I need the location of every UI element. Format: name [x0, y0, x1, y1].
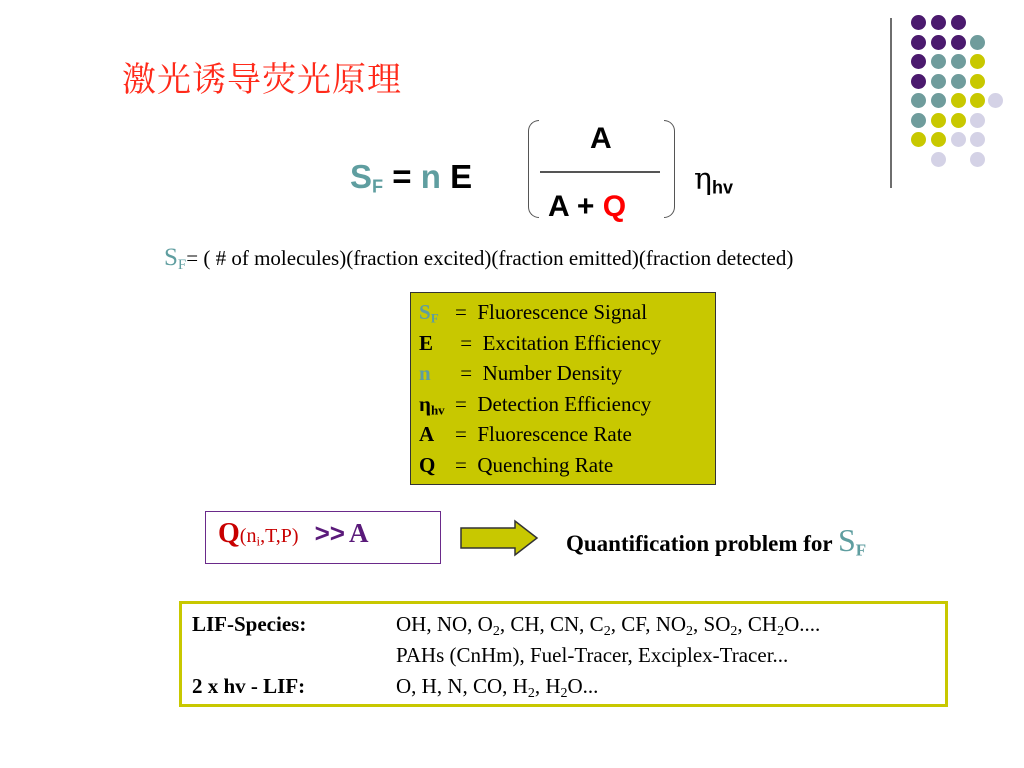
divider-line [890, 18, 892, 188]
lif-text-part: O, H, N, CO, H [396, 674, 528, 698]
page-title: 激光诱导荧光原理 [122, 60, 402, 100]
legend-symbol: n [419, 361, 431, 385]
lif-species-box [179, 601, 948, 707]
decorative-dot [951, 54, 966, 69]
legend-symbol: ηhv [419, 391, 445, 417]
lif-text-part: , CH [737, 612, 778, 636]
legend-row [419, 389, 707, 420]
decorative-dot [988, 93, 1003, 108]
decorative-dot [951, 132, 966, 147]
decorative-dot [970, 152, 985, 167]
lif-text-part: , CH, CN, C [499, 612, 604, 636]
lif-text-part: , CF, NO [610, 612, 687, 636]
decorative-dot [911, 132, 926, 147]
q-args-close: ,T,P) [260, 525, 299, 547]
legend-text: = Fluorescence Rate [455, 422, 632, 446]
q-args-open: (n [239, 525, 257, 547]
decorative-dot [931, 113, 946, 128]
decorative-dot [911, 35, 926, 50]
decorative-dot [931, 35, 946, 50]
a-symbol: A [348, 518, 369, 548]
quantification-s: S [837, 522, 856, 558]
legend-row [419, 450, 707, 481]
legend-symbol: A [419, 422, 435, 446]
lif-text-part: , H [534, 674, 561, 698]
legend-symbol: Q [419, 452, 436, 477]
sf-def-text: = ( # of molecules)(fraction excited)(fraction emitted)(fraction detected) [186, 246, 794, 270]
eta-sub: hv [711, 177, 733, 198]
legend-text: = Excitation Efficiency [455, 330, 662, 355]
decorative-dot [911, 15, 926, 30]
legend-text: = Detection Efficiency [455, 391, 652, 416]
legend-symbol-sub: F [430, 310, 439, 326]
lif-subscript: 2 [686, 624, 694, 640]
legend-text: = Quenching Rate [455, 452, 614, 477]
q-symbol: Q [218, 518, 240, 549]
lif-subscript: 2 [527, 686, 535, 702]
lif-text-part: O.... [784, 612, 821, 636]
decorative-dot [931, 152, 946, 167]
sf-def-s: S [164, 244, 178, 271]
equation-equals: = [392, 158, 412, 195]
equation-n: n [420, 158, 441, 195]
right-arrow-icon [459, 519, 539, 557]
equation-denominator [548, 190, 626, 224]
denominator-a: A [548, 190, 569, 223]
right-bracket [664, 120, 675, 218]
legend-text: = Fluorescence Signal [455, 300, 648, 324]
equation-s-sub: F [372, 176, 384, 197]
decorative-dot [911, 74, 926, 89]
decorative-dot [951, 74, 966, 89]
decorative-dot [951, 15, 966, 30]
decorative-dot [911, 93, 926, 108]
much-greater-symbol: >> [314, 518, 345, 548]
quantification-note [566, 522, 866, 560]
legend-row [419, 419, 707, 450]
two-photon-lif-label: 2 x hv - LIF: [192, 674, 306, 698]
equation-e: E [450, 158, 473, 195]
legend-symbol: SF [419, 300, 439, 326]
decorative-dot [931, 132, 946, 147]
legend-row [419, 328, 707, 359]
denominator-q: Q [602, 190, 627, 223]
eta-symbol: η [694, 162, 712, 197]
decorative-dot [931, 93, 946, 108]
fraction-bar [540, 171, 660, 173]
denominator-plus: + [576, 190, 595, 223]
legend-text: = Number Density [455, 361, 622, 385]
decorative-dot [911, 54, 926, 69]
lif-text-part: , SO [693, 612, 731, 636]
decorative-dot [970, 113, 985, 128]
lif-subscript: 2 [603, 624, 611, 640]
decorative-dot [951, 35, 966, 50]
decorative-dot [951, 113, 966, 128]
quantification-text: Quantification problem for [566, 531, 838, 556]
legend-row [419, 358, 707, 389]
decorative-dot [931, 15, 946, 30]
lif-subscript: 2 [777, 624, 785, 640]
lif-text-part: OH, NO, O [396, 612, 493, 636]
decorative-dot [931, 54, 946, 69]
decorative-dot [911, 113, 926, 128]
equation-eta [694, 162, 733, 199]
lif-subscript: 2 [492, 624, 500, 640]
decorative-dot [970, 93, 985, 108]
legend-symbol: E [419, 330, 434, 355]
lif-subscript: 2 [560, 686, 568, 702]
lif-species-line-1 [396, 612, 820, 640]
sf-def-sub: F [177, 256, 187, 273]
legend-symbol-sub: hv [430, 401, 445, 417]
equation-s: S [350, 158, 373, 195]
decorative-dot [970, 35, 985, 50]
lif-species-label: LIF-Species: [192, 612, 307, 636]
decorative-dot [931, 74, 946, 89]
decorative-dot [951, 93, 966, 108]
quantification-sub: F [855, 540, 867, 560]
lif-subscript: 2 [730, 624, 738, 640]
sf-definition [164, 244, 793, 274]
decorative-dot [970, 74, 985, 89]
equation-numerator: A [590, 122, 612, 155]
two-photon-lif-species [396, 674, 598, 702]
q-args-sub: i [256, 533, 261, 549]
legend-row [419, 297, 707, 328]
lif-text-part: O... [567, 674, 599, 698]
equation-lhs [350, 158, 472, 198]
symbol-legend-box [410, 292, 716, 485]
decorative-dot [970, 54, 985, 69]
q-much-greater-a-box [205, 511, 441, 564]
decorative-dot [970, 132, 985, 147]
left-bracket [528, 120, 539, 218]
lif-species-line-2: PAHs (CnHm), Fuel-Tracer, Exciplex-Tracer... [396, 643, 789, 667]
